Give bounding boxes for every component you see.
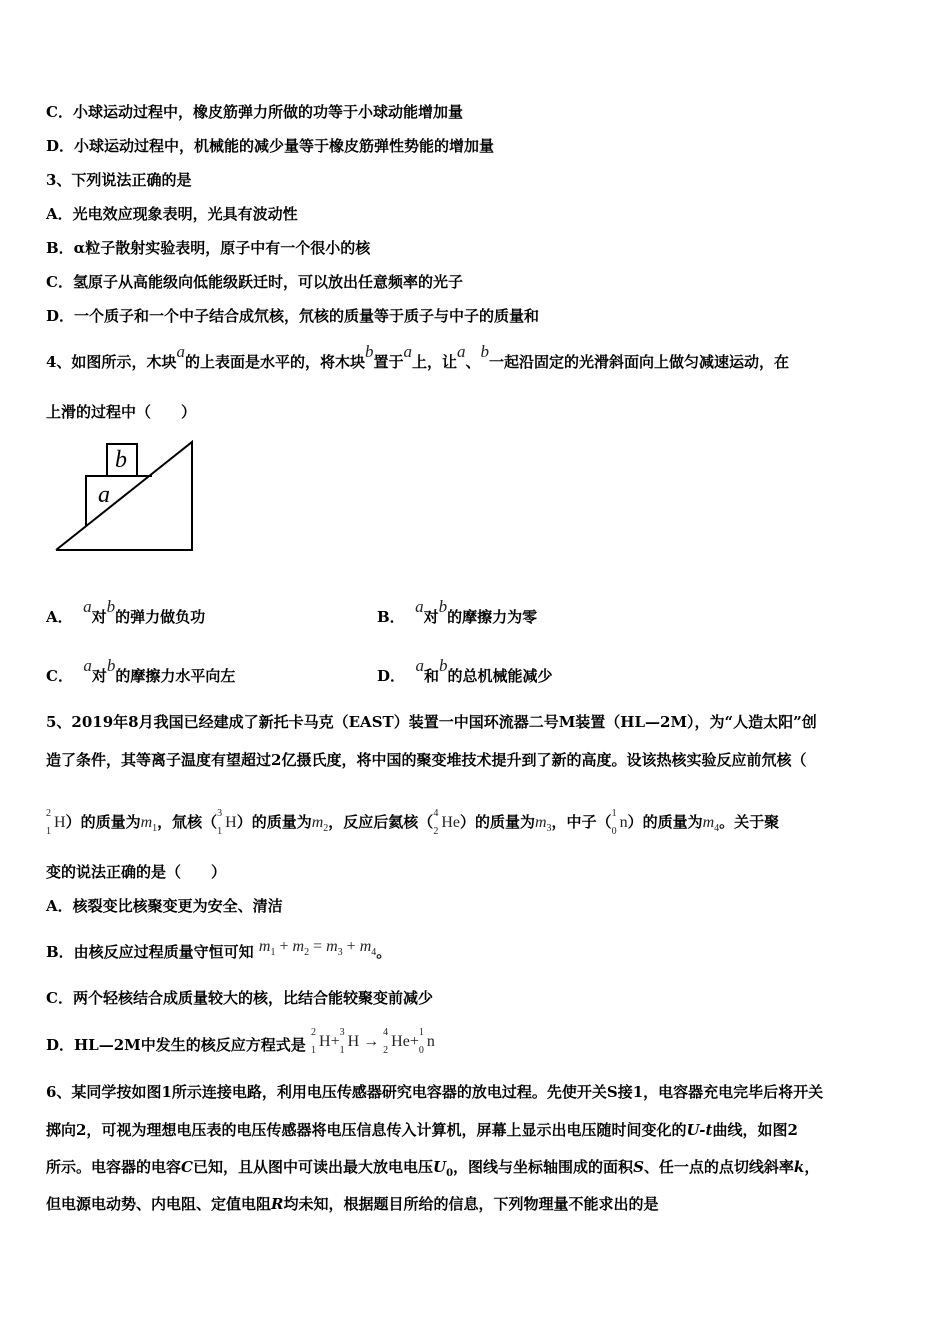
var-b: b xyxy=(364,342,374,361)
incline-figure xyxy=(50,438,200,554)
q6-stem-line3: 所示。电容器的电容C已知，且从图中可读出最大放电电压$U_0$，图线与坐标轴围成的面积S、任一点的点切线斜率k， xyxy=(46,1158,820,1179)
q2-option-c: C．小球运动过程中，橡皮筋弹力所做的功等于小球动能增加量 xyxy=(46,103,463,121)
q6-stem-line1: 6、某同学按如图1所示连接电路，利用电压传感器研究电容器的放电过程。先使开关S接1，电容器充电完毕后将开关 xyxy=(46,1083,824,1101)
q4-option-d: D． a和b的总机械能减少 xyxy=(377,656,553,685)
q4-stem-line2: 上滑的过程中（ ） xyxy=(46,403,197,421)
q5-option-c: C．两个轻核结合成质量较大的核，比结合能较聚变前减少 xyxy=(46,989,433,1007)
var-a: a xyxy=(403,342,412,361)
neutron-symbol: 1 0 n xyxy=(611,808,628,837)
q3-option-a: A．光电效应现象表明，光具有波动性 xyxy=(46,205,298,223)
block-b-label: b xyxy=(115,447,127,473)
block-a-label: a xyxy=(98,482,110,508)
q4-option-a: A． a对b的弹力做负功 xyxy=(46,597,206,626)
q6-stem-line4: 但电源电动势、内电阻、定值电阻R均未知，根据题目所给的信息，下列物理量不能求出的是 xyxy=(46,1195,659,1213)
q6-stem-line2: 掷向2，可视为理想电压表的电压传感器将电压信息传入计算机，屏幕上显示出电压随时间变化的U-t曲线，如图2 xyxy=(46,1121,798,1139)
helium-symbol: 4 2 He xyxy=(433,808,460,837)
q3-option-d: D．一个质子和一个中子结合成氘核，氘核的质量等于质子与中子的质量和 xyxy=(46,307,540,325)
q5-option-a: A．核裂变比核聚变更为安全、清洁 xyxy=(46,897,283,915)
var-a: a xyxy=(176,342,185,361)
q2-option-d: D．小球运动过程中，机械能的减少量等于橡皮筋弹性势能的增加量 xyxy=(46,137,495,155)
fusion-equation: 2 1 H+ 3 1 H → 4 2 He+ 1 0 n xyxy=(311,1027,435,1057)
q3-stem: 3、下列说法正确的是 xyxy=(46,171,192,189)
q5-option-b: B．由核反应过程质量守恒可知 $m_1 + m_2 = m_3 + m_4$。 xyxy=(46,938,392,961)
q4-option-b: B． a对b的摩擦力为零 xyxy=(377,597,538,626)
tritium-symbol: 3 1 H xyxy=(217,808,237,837)
q5-stem-line1: 5、2019年8月我国已经建成了新托卡马克（EAST）装置一中国环流器二号M装置（HL—2M），为“人造太阳”创 xyxy=(46,713,817,731)
q3-option-c: C．氢原子从高能级向低能级跃迁时，可以放出任意频率的光子 xyxy=(46,273,463,291)
q5-stem-line4: 变的说法正确的是（ ） xyxy=(46,863,227,881)
q3-option-b: B．α粒子散射实验表明，原子中有一个很小的核 xyxy=(46,239,371,257)
var-a: a xyxy=(457,342,466,361)
var-b: b xyxy=(480,342,490,361)
deuterium-symbol: 2 1 H xyxy=(46,808,66,837)
q5-stem-line3: 2 1 H）的质量为$m_1$，氚核（ 3 1 H）的质量为$m_2$，反应后氦核（ 4 2 He）的质量为$m_3$，中子（ 1 0 n）的质量为$m_4$。关于聚 xyxy=(46,808,780,837)
q4-option-c: C． a对b的摩擦力水平向左 xyxy=(46,656,236,685)
q5-option-d: D．HL—2M中发生的核反应方程式是 2 1 H+ 3 1 H → 4 2 He+ 1 0 n xyxy=(46,1027,435,1057)
mass-equation: $m_1 + m_2 = m_3 + m_4$ xyxy=(258,938,377,958)
q4-stem-line1: 4、如图所示，木块a的上表面是水平的，将木块b置于a上，让a、b一起沿固定的光滑斜面向上做匀减速运动，在 xyxy=(46,342,790,371)
q5-stem-line2: 造了条件，其等离子温度有望超过2亿摄氏度，将中国的聚变堆技术提升到了新的高度。设该热核实验反应前氘核（ xyxy=(46,751,807,769)
